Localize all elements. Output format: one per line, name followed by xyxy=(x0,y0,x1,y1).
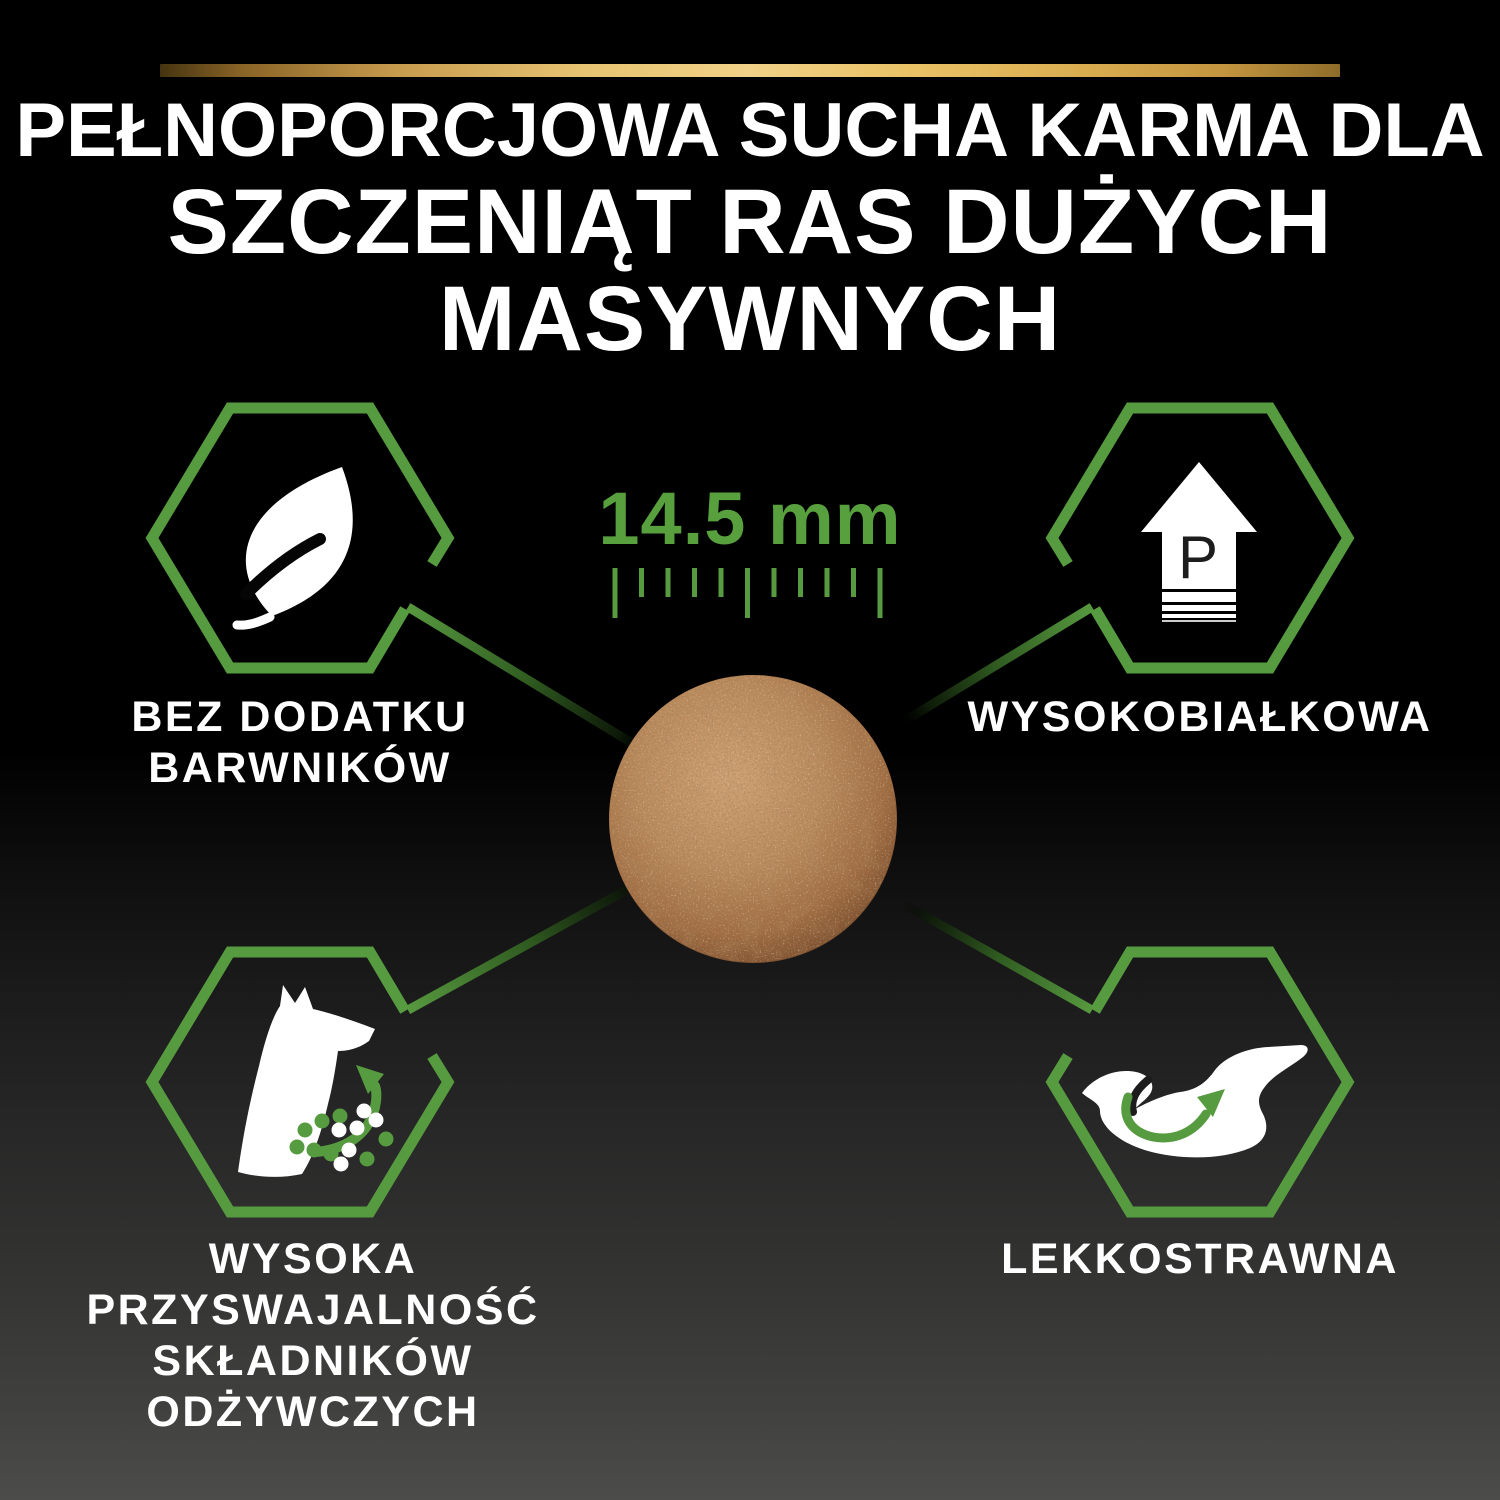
ruler-tick xyxy=(825,568,830,597)
ruler-tick xyxy=(613,568,618,618)
ruler-tick xyxy=(692,568,697,597)
feature-label-nutrient-absorption xyxy=(43,1234,583,1438)
feature-label-line: WYSOKOBIAŁKOWA xyxy=(967,693,1433,741)
ruler-tick xyxy=(745,568,750,618)
headline-line-1: PEŁNOPORCJOWA SUCHA KARMA DLA xyxy=(15,88,1485,173)
size-label: 14.5 mm xyxy=(598,477,902,560)
ruler-tick xyxy=(666,568,671,597)
feature-label-line: PRZYSWAJALNOŚĆ xyxy=(86,1286,540,1334)
feature-label-line: SKŁADNIKÓW xyxy=(152,1337,474,1385)
connector-line-bottom-right xyxy=(902,903,1092,1010)
feature-label-high-protein xyxy=(940,692,1460,743)
feature-label-easily-digestible xyxy=(940,1234,1460,1285)
size-ruler xyxy=(613,568,883,618)
ruler-tick xyxy=(639,568,644,597)
feature-label-line: ODŻYWCZYCH xyxy=(146,1388,480,1436)
headline-line-3: MASYWNYCH xyxy=(438,268,1062,370)
ruler-tick xyxy=(719,568,724,597)
feature-label-line: WYSOKA xyxy=(208,1235,418,1283)
feature-label-line: LEKKOSTRAWNA xyxy=(1001,1235,1399,1283)
ruler-tick xyxy=(878,568,883,618)
dog-nutrient-absorption-icon xyxy=(238,985,394,1177)
headline-line-2: SZCZENIĄT RAS DUŻYCH xyxy=(167,171,1333,273)
connector-line-bottom-left xyxy=(408,876,652,1010)
protein-letter: P xyxy=(1177,524,1219,591)
leaf-icon xyxy=(237,467,353,625)
feature-label-line: BARWNIKÓW xyxy=(148,744,452,792)
feature-label-no-colorants xyxy=(40,692,560,794)
stomach-digestion-icon xyxy=(1082,1045,1308,1157)
feature-label-line: BEZ DODATKU xyxy=(131,693,469,741)
ruler-tick xyxy=(851,568,856,597)
protein-up-arrow-icon xyxy=(1141,462,1257,622)
ruler-tick xyxy=(772,568,777,597)
kibble-image xyxy=(609,675,897,963)
ruler-tick xyxy=(798,568,803,597)
